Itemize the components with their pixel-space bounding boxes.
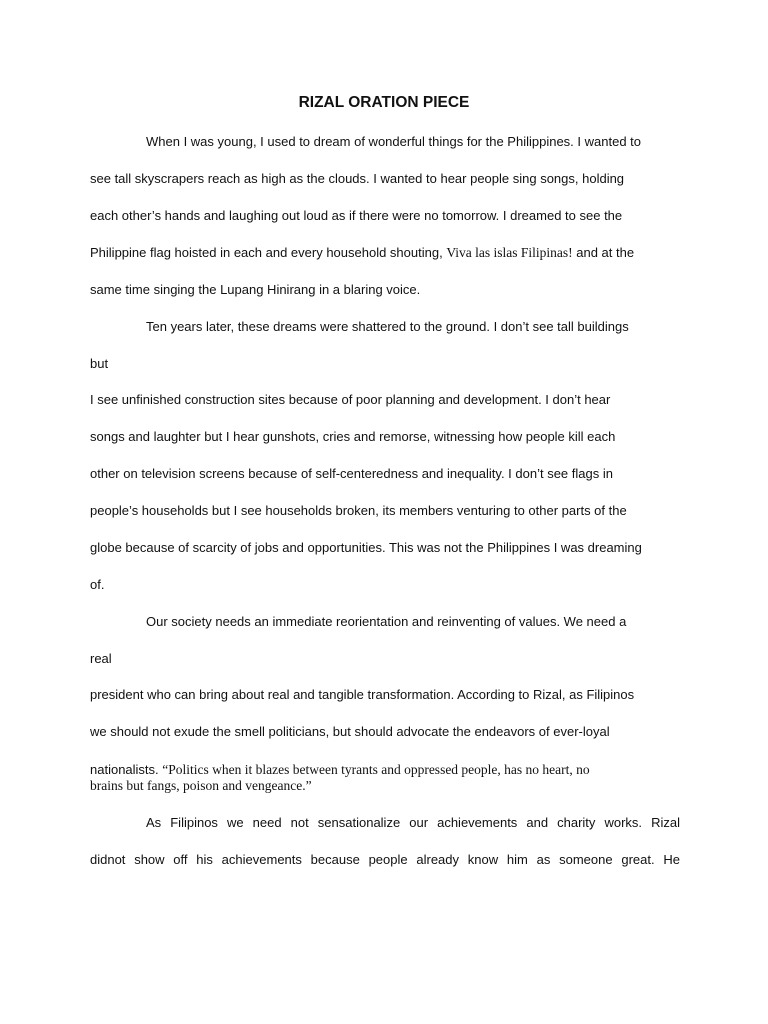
p2-line-5: other on television screens because of self-centeredness and inequality. I don’t see flags in: [90, 466, 613, 481]
p3-line-4: we should not exude the smell politicians, but should advocate the endeavors of ever-loyal: [90, 724, 610, 739]
p2-line-1: Ten years later, these dreams were shattered to the ground. I don’t see tall buildings: [146, 319, 629, 334]
p3-line-5-start: nationalists.: [90, 762, 163, 777]
rizal-quote-end: brains but fangs, poison and vengeance.”: [90, 778, 312, 793]
p1-slogan: Viva las islas Filipinas!: [446, 245, 573, 260]
p4-line-2: didnot show off his achievements because people already know him as someone great. He: [90, 852, 680, 867]
p3-line-1: Our society needs an immediate reorientation and reinventing of values. We need a: [146, 614, 627, 629]
p1-line-3: each other’s hands and laughing out loud as if there were no tomorrow. I dreamed to see the: [90, 208, 623, 223]
p1-line-4-start: Philippine flag hoisted in each and every household shouting,: [90, 245, 447, 260]
p3-line-3: president who can bring about real and tangible transformation. According to Rizal, as Filipinos: [90, 687, 635, 702]
p2-line-8: of.: [90, 577, 105, 592]
p1-line-4: [90, 244, 680, 262]
p2-line-6: people’s households but I see households broken, its members venturing to other parts of the: [90, 503, 627, 518]
p3-line-2: real: [90, 651, 112, 666]
p4-line-1: As Filipinos we need not sensationalize our achievements and charity works. Rizal: [146, 815, 680, 830]
p2-line-4: songs and laughter but I hear gunshots, cries and remorse, witnessing how people kill each: [90, 429, 616, 444]
p1-line-2: see tall skyscrapers reach as high as the clouds. I wanted to hear people sing songs, holding: [90, 171, 625, 186]
rizal-quote-start: “Politics when it blazes between tyrants and oppressed people, has no heart, no: [162, 762, 590, 777]
document-title: RIZAL ORATION PIECE: [298, 94, 470, 111]
p2-line-7: globe because of scarcity of jobs and opportunities. This was not the Philippines I was dreaming: [90, 540, 642, 555]
p2-line-3: I see unfinished construction sites because of poor planning and development. I don’t hear: [90, 392, 611, 407]
p2-line-2: but: [90, 356, 109, 371]
p1-line-4-end: and at the: [572, 245, 635, 260]
p3-line-5: [90, 761, 680, 779]
p1-line-1: When I was young, I used to dream of wonderful things for the Philippines. I wanted to: [146, 134, 642, 149]
p1-line-5: same time singing the Lupang Hinirang in a blaring voice.: [90, 282, 421, 297]
